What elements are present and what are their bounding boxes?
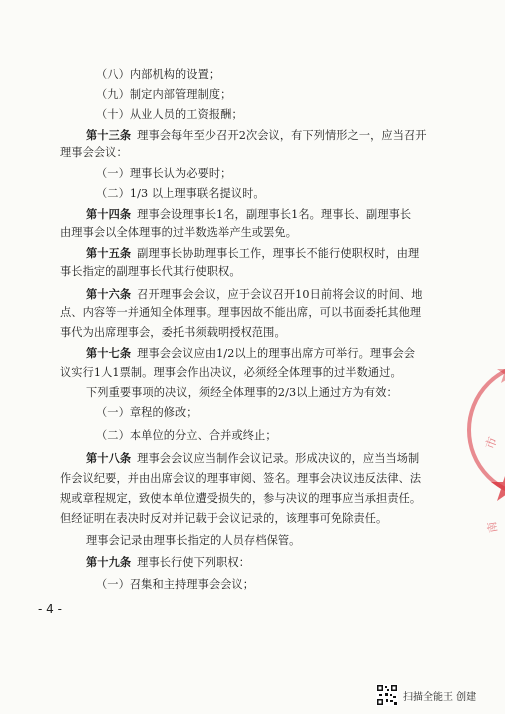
article-text: 理事会每年至少召开2次会议，有下列情形之一，应当召开 bbox=[137, 129, 427, 142]
article-number: 第十三条 bbox=[86, 128, 132, 142]
article-number: 第十八条 bbox=[86, 451, 132, 465]
text-line bbox=[86, 451, 419, 466]
article-text: 理事会会议应当制作会议记录。形成决议的，应当当场制 bbox=[137, 452, 420, 465]
text-line: （一）理事长认为必要时； bbox=[96, 167, 232, 180]
text-line: （十）从业人员的工资报酬； bbox=[96, 108, 243, 121]
article-text: 理事会会议应由1/2以上的理事出席方可举行。理事会会 bbox=[137, 347, 416, 360]
article-number: 第十九条 bbox=[86, 555, 132, 569]
article-text: 副理事长协助理事长工作，理事长不能行使职权时，由理 bbox=[137, 247, 420, 260]
page-number: - 4 - bbox=[38, 602, 62, 616]
text-line bbox=[86, 346, 415, 361]
text-line: （九）制定内部管理制度； bbox=[96, 88, 232, 101]
svg-text:南: 南 bbox=[485, 520, 500, 534]
article-number: 第十五条 bbox=[86, 246, 132, 260]
text-line bbox=[86, 555, 250, 570]
text-line: 作会议纪要，并由出席会议的理事审阅、签名。理事会决议违反法律、法 bbox=[60, 472, 422, 485]
official-seal-fragment bbox=[463, 300, 505, 560]
svg-text:市: 市 bbox=[482, 434, 500, 452]
text-line: 由理事会以全体理事的过半数选举产生或罢免。 bbox=[60, 226, 298, 239]
text-line bbox=[86, 287, 423, 302]
scanner-watermark bbox=[376, 684, 476, 706]
scanner-watermark-text: 扫描全能王 创建 bbox=[403, 691, 477, 703]
article-text: 召开理事会会议，应于会议召开10日前将会议的时间、地 bbox=[137, 288, 423, 301]
article-text: 理事会设理事长1名，副理事长1名。理事长、副理事长 bbox=[137, 208, 412, 221]
text-line: （一）章程的修改； bbox=[96, 406, 198, 419]
article-number: 第十六条 bbox=[86, 287, 132, 301]
text-line: （二）本单位的分立、合并或终止； bbox=[96, 429, 277, 442]
article-number: 第十七条 bbox=[86, 346, 132, 360]
text-line: 事长指定的副理事长代其行使职权。 bbox=[60, 265, 241, 278]
text-line: 理事会记录由理事长指定的人员存档保管。 bbox=[86, 534, 301, 547]
article-number: 第十四条 bbox=[86, 207, 132, 221]
text-line bbox=[86, 246, 419, 261]
article-text: 理事长行使下列职权： bbox=[137, 556, 251, 569]
text-line: （一）召集和主持理事会会议； bbox=[96, 578, 255, 591]
text-line: 规或章程规定，致使本单位遭受损失的，参与决议的理事应当承担责任。 bbox=[60, 492, 422, 505]
text-line: 点、内容等一并通知全体理事。理事因故不能出席，可以书面委托其他理 bbox=[60, 306, 422, 319]
text-line: 议实行1人1票制。理事会作出决议，必须经全体理事的过半数通过。 bbox=[60, 366, 402, 379]
text-line bbox=[86, 128, 427, 143]
text-line: 下列重要事项的决议，须经全体理事的2/3以上通过方为有效： bbox=[86, 386, 398, 399]
text-line: 但经证明在表决时反对并记载于会议记录的，该理事可免除责任。 bbox=[60, 512, 388, 525]
text-line: （二）1/3 以上理事联名提议时。 bbox=[96, 187, 265, 200]
text-line: 事代为出席理事会，委托书须载明授权范围。 bbox=[60, 326, 286, 339]
text-line bbox=[86, 207, 411, 222]
qr-code-icon bbox=[376, 684, 398, 706]
text-line: 理事会会议： bbox=[60, 146, 128, 159]
text-line: （八）内部机构的设置； bbox=[96, 68, 221, 81]
